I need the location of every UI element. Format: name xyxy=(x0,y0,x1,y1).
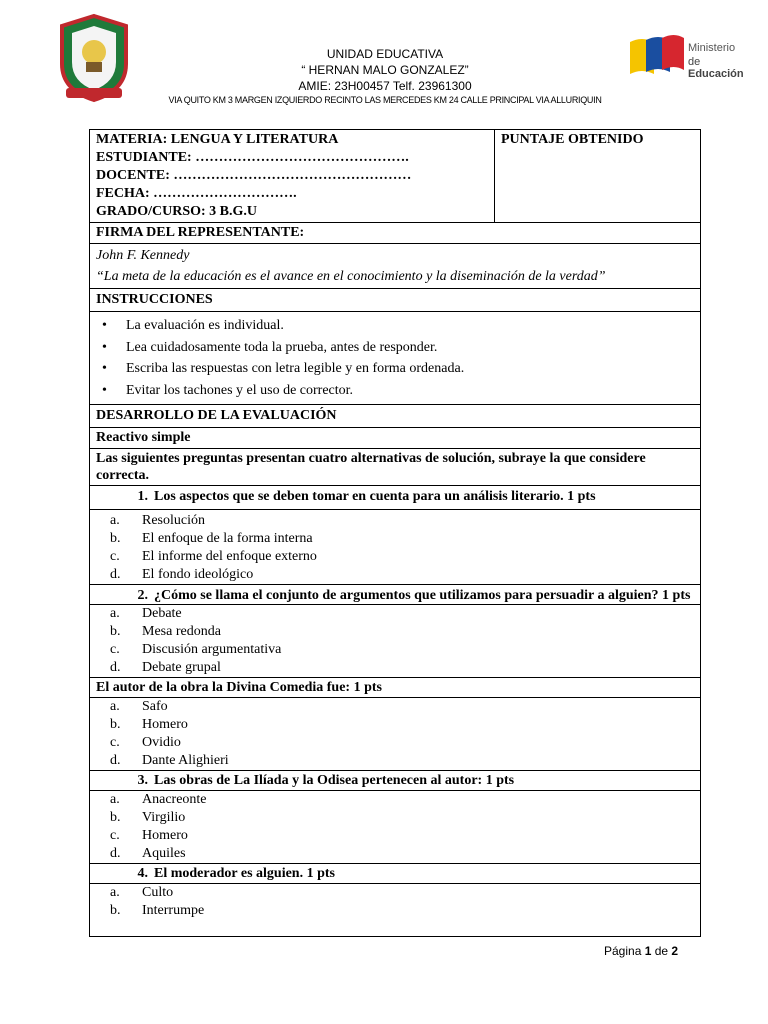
options-1 xyxy=(90,510,701,585)
development-intro: Las siguientes preguntas presentan cuatro alternativas de solución, subraye la que considere correcta. xyxy=(90,449,701,486)
quote-text: “La meta de la educación es el avance en el conocimiento y la diseminación de la verdad” xyxy=(96,269,606,284)
ministry-line2: de Educación xyxy=(688,56,744,80)
ministry-flag-icon xyxy=(628,34,684,78)
option-item[interactable]: a. Resolución xyxy=(110,513,205,528)
ministry-line1: Ministerio xyxy=(688,42,736,54)
instructions-cell xyxy=(90,312,701,405)
question-1 xyxy=(90,486,701,510)
option-item[interactable]: c. Discusión argumentativa xyxy=(110,642,282,657)
quote-cell xyxy=(90,244,701,289)
question-text: Los aspectos que se deben tomar en cuenta para un análisis literario. 1 pts xyxy=(154,489,596,504)
estudiante-field[interactable]: ESTUDIANTE: ………………………………………. xyxy=(96,150,409,165)
page-number: Página 1 de 2 xyxy=(604,944,679,958)
instructions-list xyxy=(96,313,694,403)
fecha-field[interactable]: FECHA: …………………………. xyxy=(96,186,297,201)
option-item[interactable]: c. Homero xyxy=(110,828,188,843)
instruction-item: • Evitar los tachones y el uso de corrector. xyxy=(120,380,694,402)
question-number: 1. xyxy=(137,489,148,504)
page-header xyxy=(0,0,768,120)
firma-field[interactable]: FIRMA DEL REPRESENTANTE: xyxy=(90,223,701,244)
options-2 xyxy=(90,605,701,678)
option-item[interactable]: c. El informe del enfoque externo xyxy=(110,549,317,564)
option-item[interactable]: c. Ovidio xyxy=(110,735,181,750)
option-item[interactable]: d. Debate grupal xyxy=(110,660,221,675)
option-item[interactable]: b. Mesa redonda xyxy=(110,624,221,639)
instruction-item: • Escriba las respuestas con letra legible y en forma ordenada. xyxy=(120,358,694,380)
option-item[interactable]: b. Virgilio xyxy=(110,810,186,825)
question-3 xyxy=(90,771,701,791)
school-info xyxy=(100,46,670,106)
student-info-row xyxy=(90,130,701,223)
instruction-item: • La evaluación es individual. xyxy=(120,315,694,337)
development-title: DESARROLLO DE LA EVALUACIÓN xyxy=(90,405,701,428)
school-type: UNIDAD EDUCATIVA xyxy=(326,47,444,61)
instruction-item: • Lea cuidadosamente toda la prueba, antes de responder. xyxy=(120,337,694,359)
exam-table xyxy=(89,129,701,937)
puntaje-cell[interactable] xyxy=(495,130,701,223)
option-item[interactable]: a. Debate xyxy=(110,606,182,621)
question-number: 3. xyxy=(137,773,148,788)
materia-label: MATERIA: LENGUA Y LITERATURA xyxy=(96,132,339,147)
option-item[interactable]: a. Anacreonte xyxy=(110,792,207,807)
option-item[interactable]: a. Safo xyxy=(110,699,168,714)
docente-field[interactable]: DOCENTE: …………………………………………… xyxy=(96,168,412,183)
options-5 xyxy=(90,884,701,937)
development-subtitle: Reactivo simple xyxy=(90,428,701,449)
ministry-logo xyxy=(628,30,758,82)
question-number: 4. xyxy=(137,866,148,881)
option-item[interactable]: a. Culto xyxy=(110,885,174,900)
question-text: Las obras de La Ilíada y la Odisea pertenecen al autor: 1 pts xyxy=(154,773,515,788)
option-item[interactable]: b. Homero xyxy=(110,717,188,732)
option-item[interactable]: b. Interrumpe xyxy=(110,903,205,918)
option-item[interactable]: b. El enfoque de la forma interna xyxy=(110,531,313,546)
puntaje-label: PUNTAJE OBTENIDO xyxy=(501,132,644,147)
question-number: 2. xyxy=(137,588,148,603)
instructions-title: INSTRUCCIONES xyxy=(90,289,701,312)
question-text: El moderador es alguien. 1 pts xyxy=(154,866,335,881)
question-text: ¿Cómo se llama el conjunto de argumentos que utilizamos para persuadir a alguien? 1 pts xyxy=(154,588,691,603)
options-4 xyxy=(90,791,701,864)
school-name: “ HERNAN MALO GONZALEZ” xyxy=(301,63,469,77)
option-item[interactable]: d. Aquiles xyxy=(110,846,186,861)
school-amie: AMIE: 23H00457 Telf. 23961300 xyxy=(298,79,472,93)
options-3 xyxy=(90,698,701,771)
quote-author: John F. Kennedy xyxy=(96,248,190,263)
question-4 xyxy=(90,864,701,884)
question-2 xyxy=(90,585,701,605)
question-divina-comedia: El autor de la obra la Divina Comedia fue: 1 pts xyxy=(90,678,701,698)
option-item[interactable]: d. Dante Alighieri xyxy=(110,753,229,768)
school-address: VIA QUITO KM 3 MARGEN IZQUIERDO RECINTO LAS MERCEDES KM 24 CALLE PRINCIPAL VIA ALLURIQUIN xyxy=(168,95,602,105)
student-info-cell xyxy=(90,130,495,223)
option-item[interactable]: d. El fondo ideológico xyxy=(110,567,254,582)
grado-label: GRADO/CURSO: 3 B.G.U xyxy=(96,204,258,219)
